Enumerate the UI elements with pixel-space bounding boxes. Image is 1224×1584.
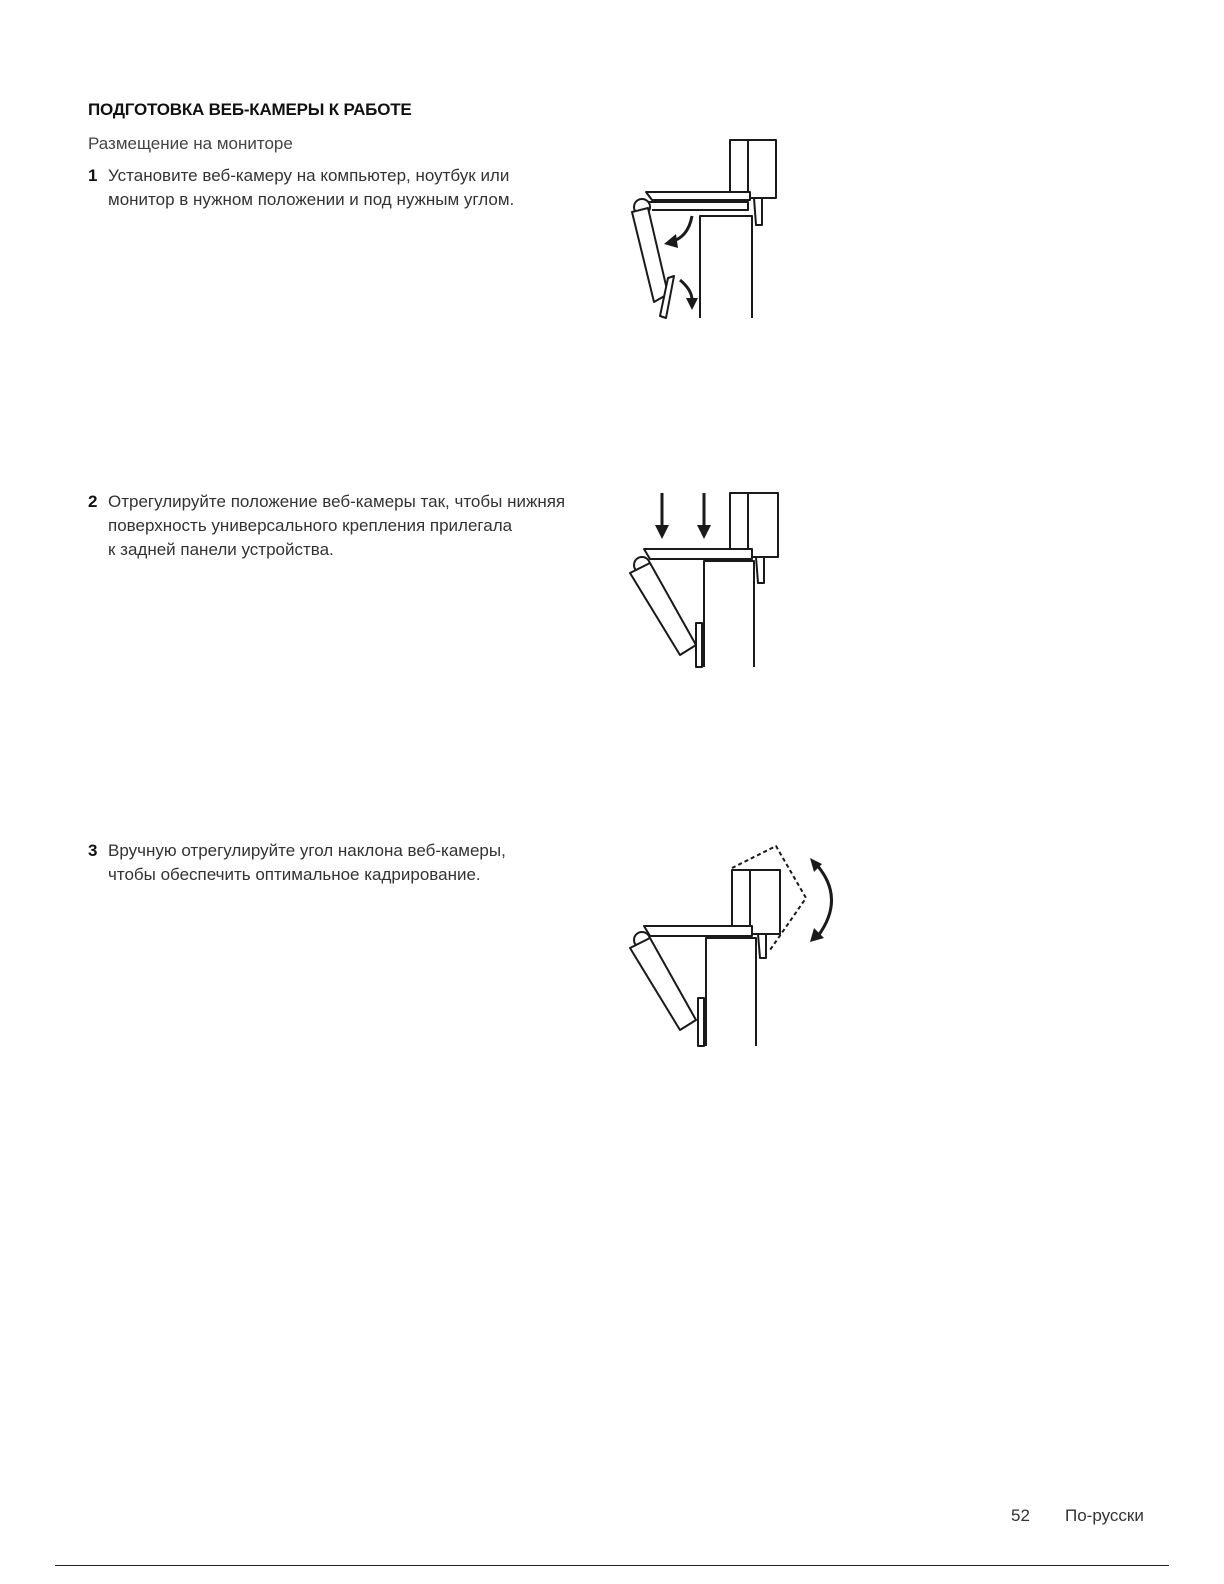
webcam-mount-illustration-3	[600, 840, 860, 1050]
footer-divider	[55, 1565, 1169, 1566]
page-number: 52	[1011, 1506, 1030, 1525]
step-text: Вручную отрегулируйте угол наклона веб-камеры, чтобы обеспечить оптимальное кадрирование.	[108, 841, 506, 884]
step-text: Установите веб-камеру на компьютер, ноутбук или монитор в нужном положении и под нужным углом.	[108, 166, 515, 209]
step-text: Отрегулируйте положение веб-камеры так, чтобы нижняя поверхность универсального крепления прилегала к задней панели устройства.	[108, 492, 566, 559]
step-number: 2	[88, 492, 98, 511]
step-number: 1	[88, 166, 98, 185]
page-title: ПОДГОТОВКА ВЕБ-КАМЕРЫ К РАБОТЕ	[88, 100, 412, 119]
webcam-mount-illustration-2	[600, 485, 860, 675]
section-subtitle: Размещение на мониторе	[88, 134, 293, 153]
webcam-mount-illustration-1	[600, 130, 860, 330]
footer-language: По-русски	[1065, 1506, 1144, 1525]
step-number: 3	[88, 841, 98, 860]
